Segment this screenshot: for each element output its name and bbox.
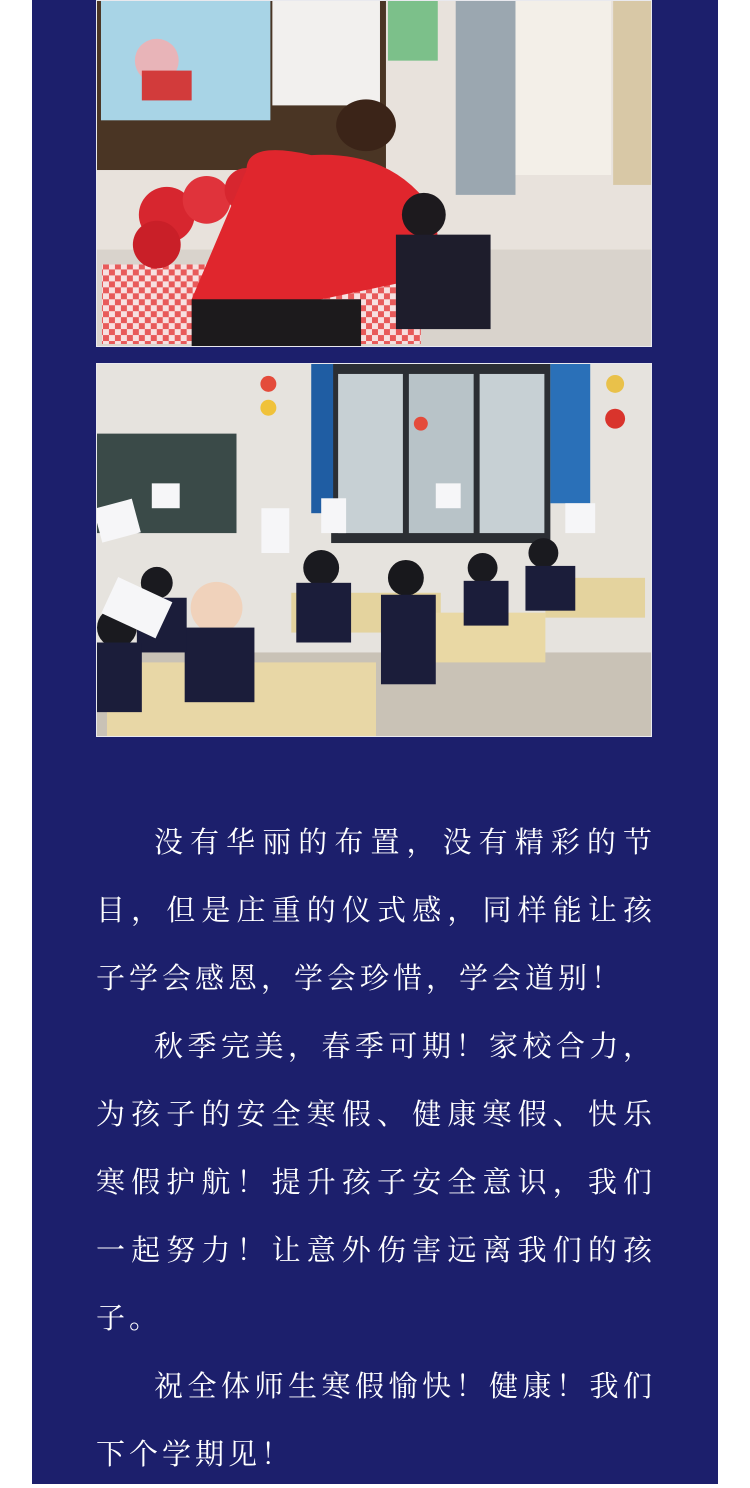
article-paragraph: 秋季完美，春季可期！家校合力，为孩子的安全寒假、健康寒假、快乐寒假护航！提升孩子安全意识，我们一起努力！让意外伤害远离我们的孩子。 bbox=[96, 1029, 656, 1335]
classroom-students-holding-certificates-photo bbox=[96, 363, 652, 737]
teacher-greeting-student-photo bbox=[96, 0, 652, 347]
article-body bbox=[96, 808, 656, 1488]
article-paragraph: 没有华丽的布置，没有精彩的节目，但是庄重的仪式感，同样能让孩子学会感恩，学会珍惜，学会道别！ bbox=[96, 825, 656, 995]
article-paragraph: 祝全体师生寒假愉快！健康！我们下个学期见！ bbox=[96, 1369, 656, 1471]
